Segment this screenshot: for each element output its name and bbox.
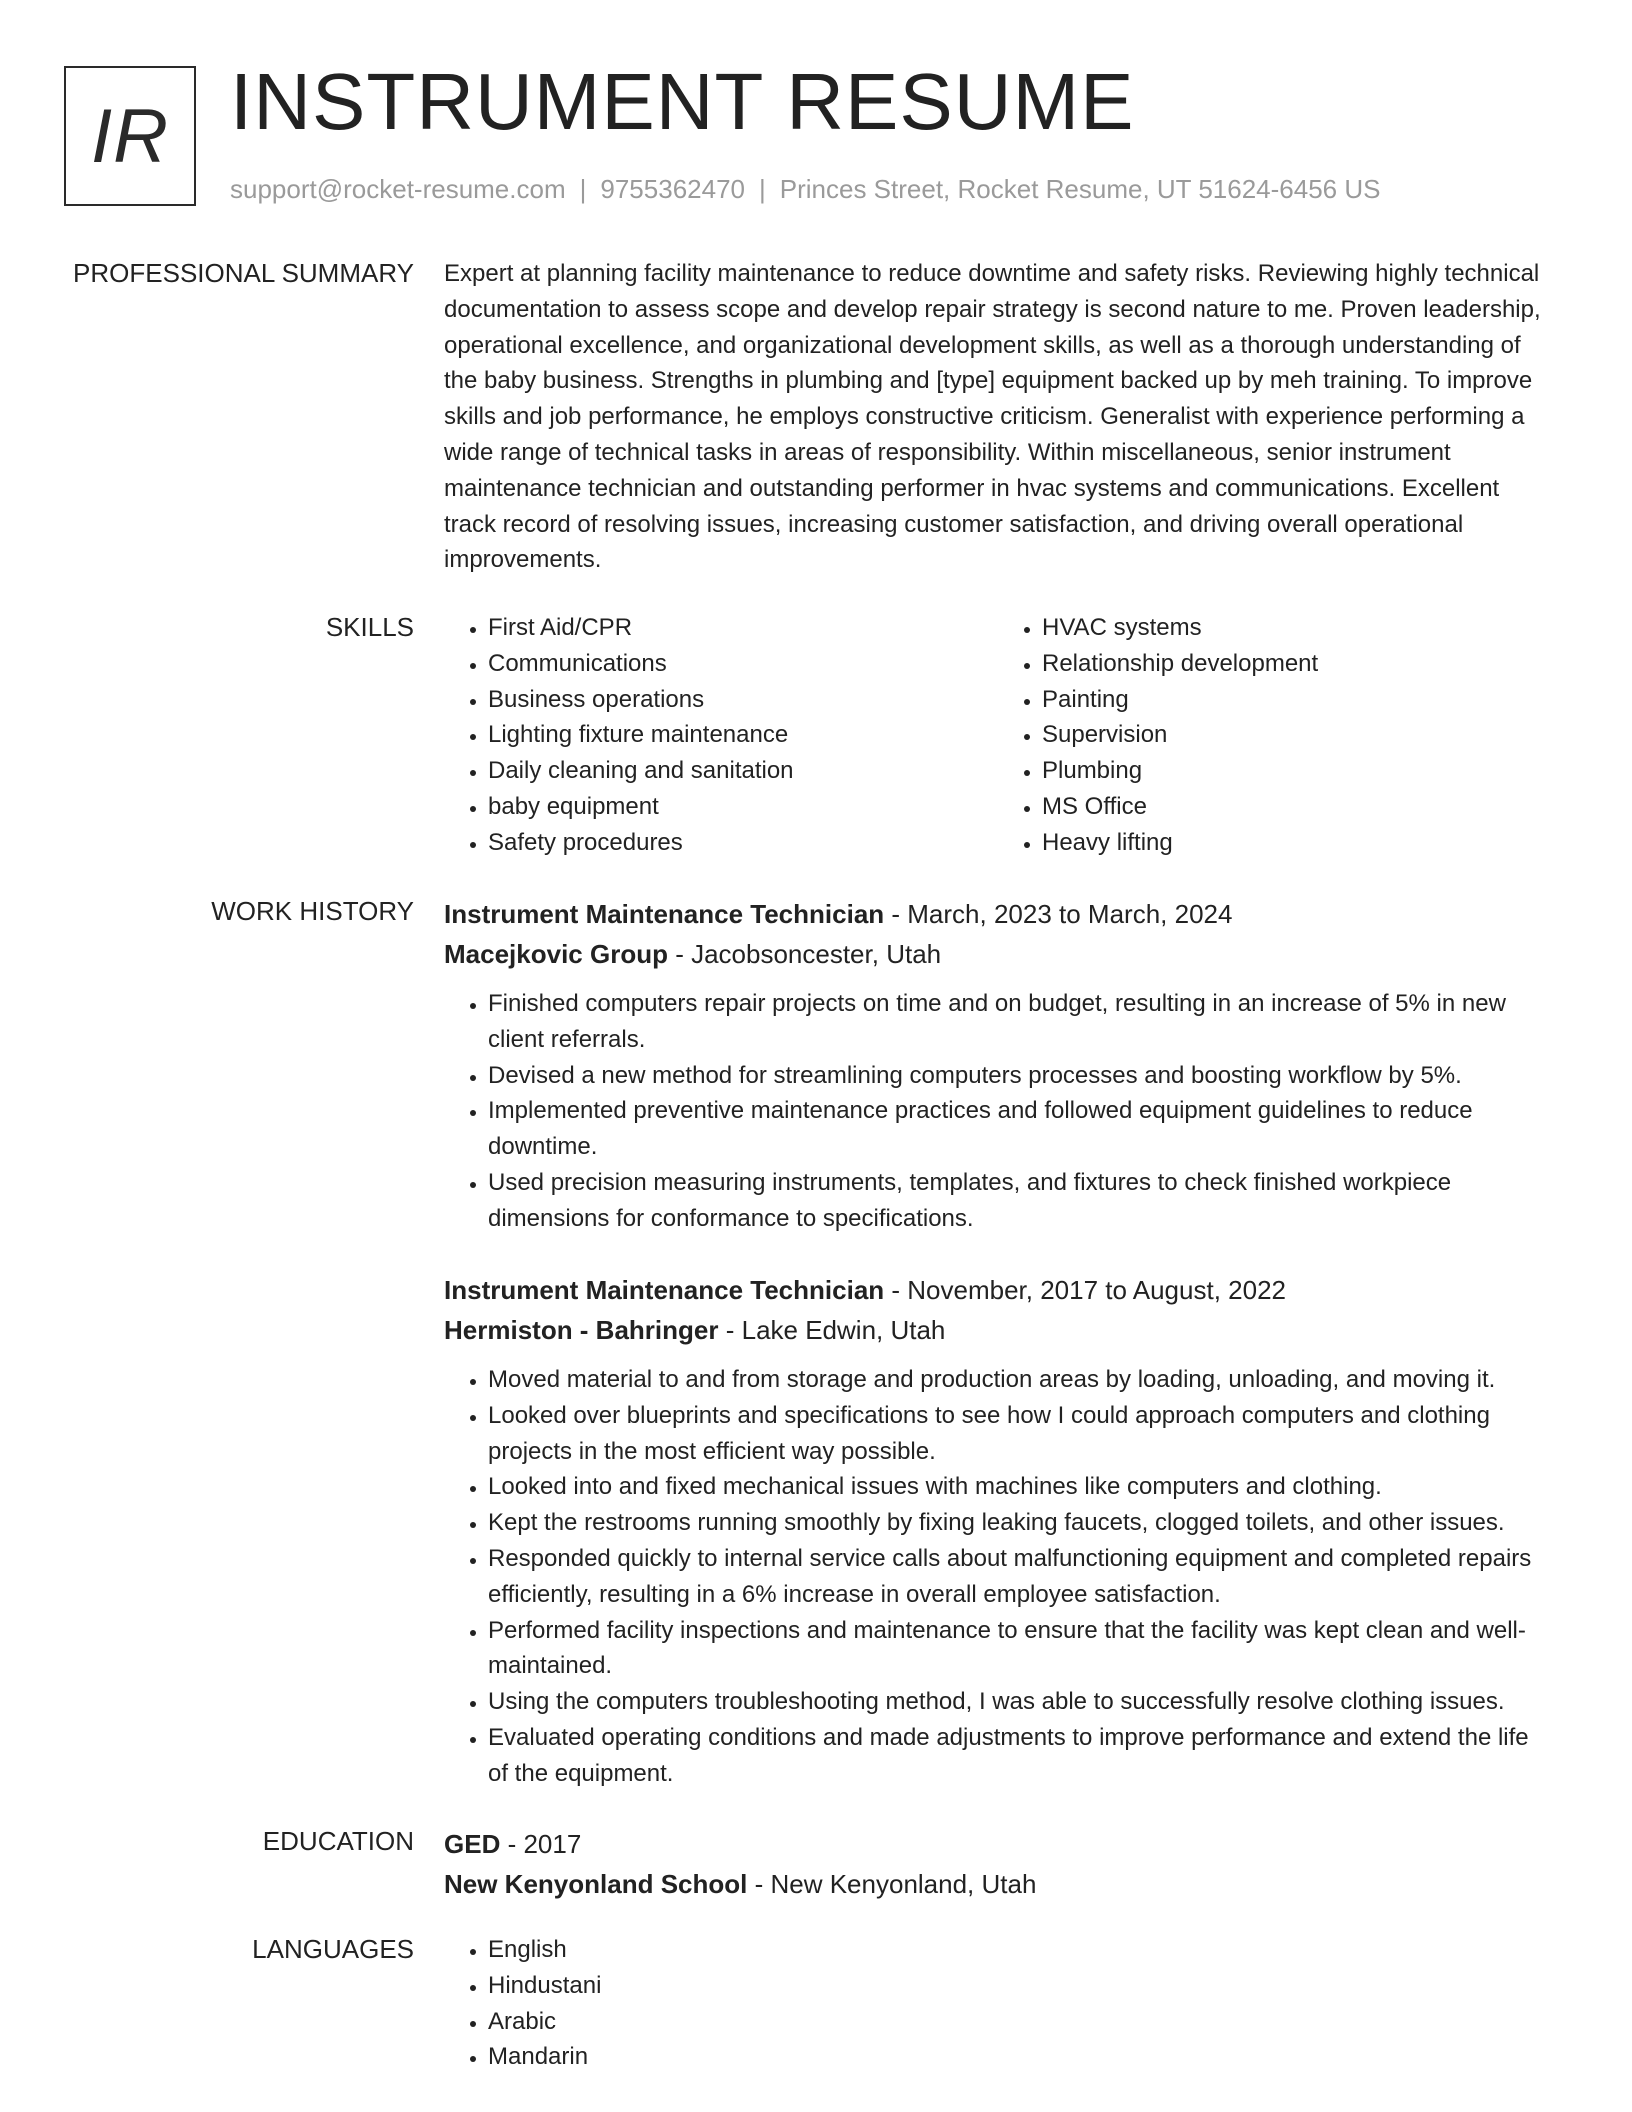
contact-email: support@rocket-resume.com [230,174,566,204]
education-location: - New Kenyonland, Utah [747,1869,1037,1899]
job-bullet: • Using the computers troubleshooting method, I was able to successfully resolve clothing issues. [488,1684,1552,1720]
job-bullet-list [444,1362,1552,1792]
monogram-logo: IR [64,66,196,206]
job-entry [444,894,1552,1237]
job-bullet: • Kept the restrooms running smoothly by fixing leaking faucets, clogged toilets, and other issues. [488,1505,1552,1541]
contact-line [230,172,1380,206]
skill-item: • HVAC systems [1042,610,1552,646]
skill-item: • Safety procedures [488,825,998,861]
education-school-line [444,1864,1552,1904]
skill-item: • Lighting fixture maintenance [488,717,998,753]
job-title: Instrument Maintenance Technician [444,1275,885,1305]
contact-phone: 9755362470 [600,174,745,204]
contact-separator: | [759,174,766,204]
skills-heading: SKILLS [325,612,414,642]
language-item: • Hindustani [488,1968,1552,2004]
job-bullet: • Performed facility inspections and maintenance to ensure that the facility was kept clean and well-maintained. [488,1613,1552,1685]
job-company: Macejkovic Group [444,939,668,969]
language-item: • Arabic [488,2004,1552,2040]
work-history-heading: WORK HISTORY [211,896,414,926]
job-company-line [444,1310,1552,1350]
job-dates: - November, 2017 to August, 2022 [884,1275,1286,1305]
skill-item: • Supervision [1042,717,1552,753]
skill-item: • Painting [1042,682,1552,718]
language-item: • English [488,1932,1552,1968]
summary-heading: PROFESSIONAL SUMMARY [73,258,414,288]
job-bullet: • Finished computers repair projects on time and on budget, resulting in an increase of 5% in new client referrals. [488,986,1552,1058]
skills-list-left [444,610,998,861]
skill-item: • First Aid/CPR [488,610,998,646]
job-entry [444,1270,1552,1792]
skill-item: • Heavy lifting [1042,825,1552,861]
job-bullet: • Evaluated operating conditions and made adjustments to improve performance and extend the life of the equipment. [488,1720,1552,1792]
language-item: • Mandarin [488,2039,1552,2075]
job-company: Hermiston - Bahringer [444,1315,719,1345]
summary-text: Expert at planning facility maintenance to reduce downtime and safety risks. Reviewing highly technical documentation to assess scope and develop repair strategy is second nature to me. Proven leadership, operational excellence, and organizational development skills, as well as a thorough understanding of the baby business. Strengths in plumbing and [type] equipment backed up by meh training. To improve skills and job performance, he employs constructive criticism. Generalist with experience performing a wide range of technical tasks in areas of responsibility. Within miscellaneous, senior instrument maintenance technician and outstanding performer in hvac systems and communications. Excellent track record of resolving issues, increasing customer satisfaction, and driving overall operational improvements. [444,260,1541,574]
job-title-line [444,1270,1552,1310]
skill-item: • Daily cleaning and sanitation [488,753,998,789]
job-location: - Lake Edwin, Utah [718,1315,946,1345]
job-bullet-list [444,986,1552,1237]
skill-item: • Plumbing [1042,753,1552,789]
job-title: Instrument Maintenance Technician [444,899,885,929]
education-school: New Kenyonland School [444,1869,748,1899]
education-heading: EDUCATION [262,1826,414,1856]
resume-title: INSTRUMENT RESUME [230,57,1135,146]
job-bullet: • Responded quickly to internal service calls about malfunctioning equipment and completed repairs efficiently, resulting in a 6% increase in overall employee satisfaction. [488,1541,1552,1613]
job-bullet: • Looked over blueprints and specifications to see how I could approach computers and clothing projects in the most efficient way possible. [488,1398,1552,1470]
contact-separator: | [579,174,587,204]
languages-heading: LANGUAGES [252,1934,414,1964]
education-degree: GED [444,1829,501,1859]
skill-item: • Communications [488,646,998,682]
contact-address: Princes Street, Rocket Resume, UT 51624-6456 US [779,174,1381,204]
job-company-line [444,934,1552,974]
languages-list [444,1932,1552,2075]
job-bullet: • Used precision measuring instruments, templates, and fixtures to check finished workpiece dimensions for conformance to specifications. [488,1165,1552,1237]
skills-list-right [998,610,1552,861]
skill-item: • Relationship development [1042,646,1552,682]
job-location: - Jacobsoncester, Utah [667,939,942,969]
education-degree-line [444,1824,1552,1864]
job-dates: - March, 2023 to March, 2024 [884,899,1233,929]
job-title-line [444,894,1552,934]
job-bullet: • Devised a new method for streamlining computers processes and boosting workflow by 5%. [488,1058,1552,1094]
skill-item: • MS Office [1042,789,1552,825]
job-bullet: • Moved material to and from storage and production areas by loading, unloading, and moving it. [488,1362,1552,1398]
education-year: - 2017 [500,1829,582,1859]
job-bullet: • Looked into and fixed mechanical issues with machines like computers and clothing. [488,1469,1552,1505]
skill-item: • baby equipment [488,789,998,825]
skill-item: • Business operations [488,682,998,718]
job-bullet: • Implemented preventive maintenance practices and followed equipment guidelines to reduce downtime. [488,1093,1552,1165]
